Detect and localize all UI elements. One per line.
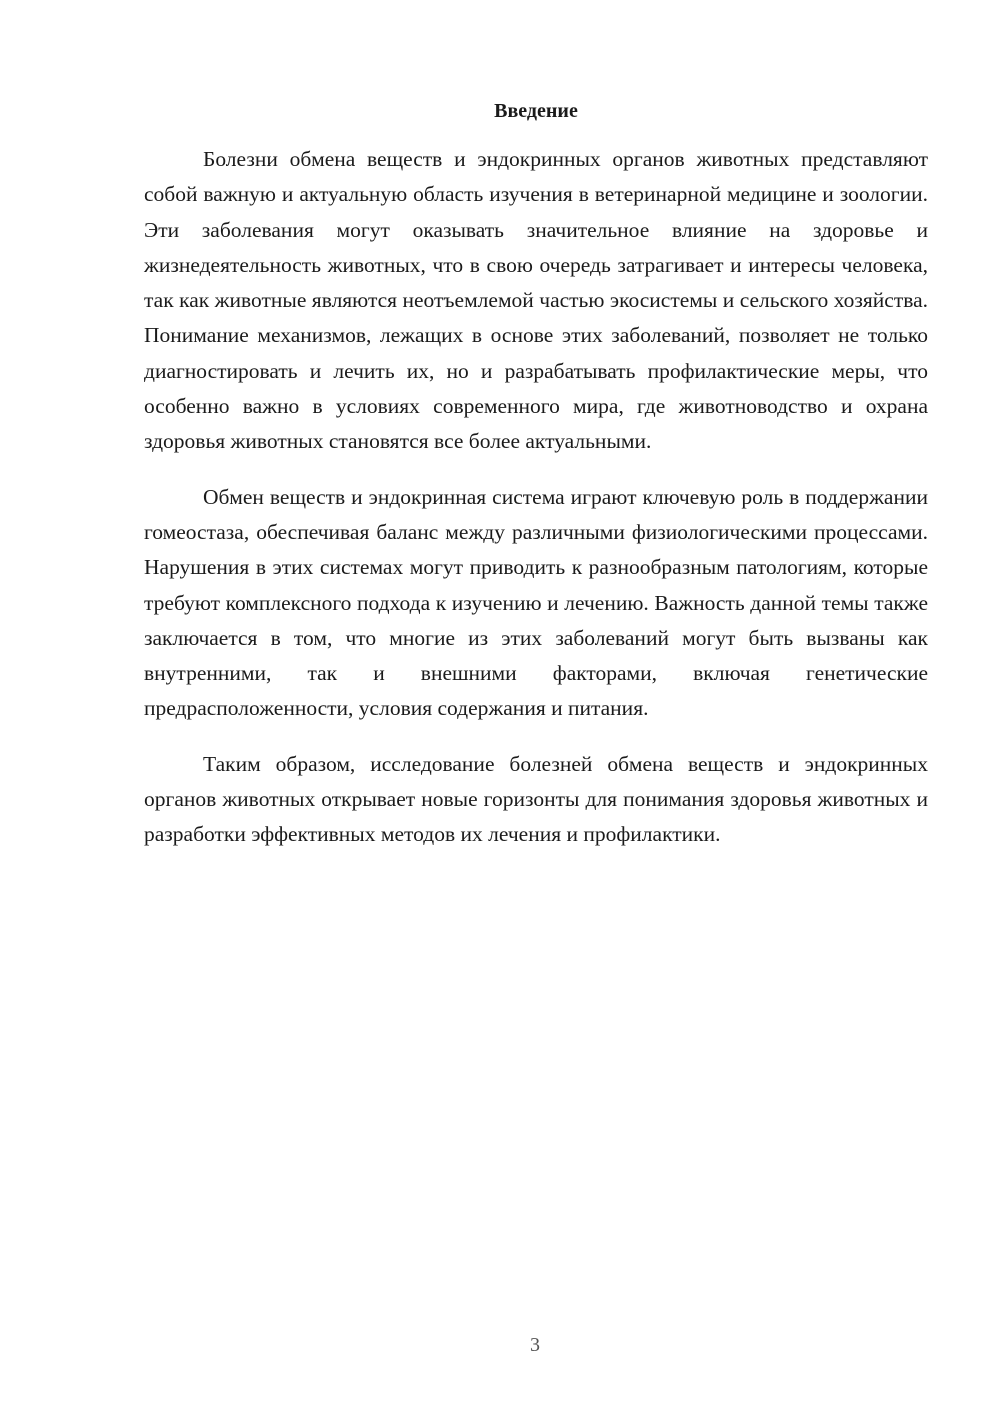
section-title: Введение — [494, 100, 578, 122]
page-number: 3 — [530, 1334, 540, 1356]
paragraph-3: Таким образом, исследование болезней обмена веществ и эндокринных органов животных открывает новые горизонты для понимания здоровья животных и разработки эффективных методов их лечения и профилактики. — [144, 751, 928, 847]
page-content — [144, 96, 928, 853]
paragraph-2: Обмен веществ и эндокринная система играют ключевую роль в поддержании гомеостаза, обеспечивая баланс между различными физиологическими процессами. Нарушения в этих системах могут приводить к разнообразным патологиям, которые требуют комплексного подхода к изучению и лечению. Важность данной темы также заключается в том, что многие из этих заболеваний могут быть вызваны как внутренними, так и внешними факторами, включая генетические предрасположенности, условия содержания и питания. — [144, 484, 928, 721]
paragraph-1: Болезни обмена веществ и эндокринных органов животных представляют собой важную и актуальную область изучения в ветеринарной медицине и зоологии. Эти заболевания могут оказывать значительное влияние на здоровье и жизнедеятельность животных, что в свою очередь затрагивает и интересы человека, так как животные являются неотъемлемой частью экосистемы и сельского хозяйства. Понимание механизмов, лежащих в основе этих заболеваний, позволяет не только диагностировать и лечить их, но и разрабатывать профилактические меры, что особенно важно в условиях современного мира, где животноводство и охрана здоровья животных становятся все более актуальными. — [144, 147, 928, 454]
